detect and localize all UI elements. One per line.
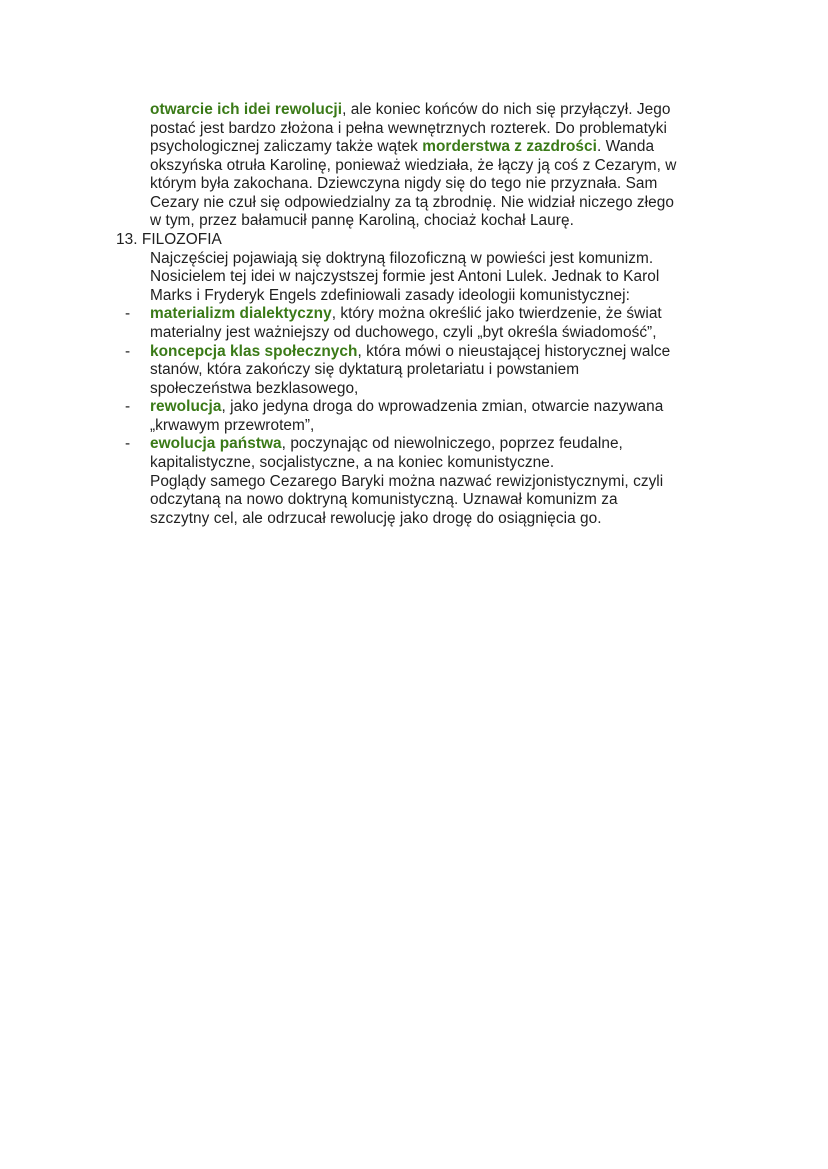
- text-run: , który można określić jako twierdzenie, że świat: [331, 305, 662, 322]
- text-run: , która mówi o nieustającej historycznej walce: [357, 343, 671, 360]
- bullet-marker: -: [125, 435, 131, 452]
- text-line: stanów, która zakończy się dyktaturą proletariatu i powstaniem: [150, 361, 580, 378]
- text-line: Nosicielem tej idei w najczystszej formie jest Antoni Lulek. Jednak to Karol: [150, 268, 660, 285]
- text-line: „krwawym przewrotem”,: [150, 417, 315, 434]
- highlighted-term: materializm dialektyczny: [150, 305, 332, 322]
- text-run: . Wanda: [596, 138, 655, 155]
- section-heading: 13. FILOZOFIA: [116, 231, 222, 248]
- list-item: [150, 435, 623, 453]
- text-run: , ale koniec końców do nich się przyłączył. Jego: [342, 101, 671, 118]
- highlighted-term: koncepcja klas społecznych: [150, 343, 358, 360]
- bullet-marker: -: [125, 343, 131, 360]
- text-line: Najczęściej pojawiają się doktryną filozoficzną w powieści jest komunizm.: [150, 250, 654, 267]
- bullet-marker: -: [125, 305, 131, 322]
- text-line: kapitalistyczne, socjalistyczne, a na koniec komunistyczne.: [150, 454, 555, 471]
- text-line: [150, 101, 670, 119]
- text-line: Cezary nie czuł się odpowiedzialny za tą zbrodnię. Nie widział niczego złego: [150, 194, 674, 211]
- text-line: którym była zakochana. Dziewczyna nigdy się do tego nie przyznała. Sam: [150, 175, 658, 192]
- highlighted-term: otwarcie ich idei rewolucji: [150, 101, 343, 118]
- text-line: materialny jest ważniejszy od duchowego, czyli „byt określa świadomość”,: [150, 324, 657, 341]
- list-item: [150, 305, 662, 323]
- highlighted-term: ewolucja państwa: [150, 435, 282, 452]
- bullet-marker: -: [125, 398, 131, 415]
- text-line: Marks i Fryderyk Engels zdefiniowali zasady ideologii komunistycznej:: [150, 287, 630, 304]
- text-line: w tym, przez bałamucił pannę Karoliną, chociaż kochał Laurę.: [150, 212, 574, 229]
- text-line: postać jest bardzo złożona i pełna wewnętrznych rozterek. Do problematyki: [150, 120, 667, 137]
- list-item: [150, 343, 670, 361]
- text-line: okszyńska otruła Karolinę, ponieważ wiedziała, że łączy ją coś z Cezarym, w: [150, 157, 677, 174]
- text-run: , poczynając od niewolniczego, poprzez feudalne,: [281, 435, 623, 452]
- text-line: społeczeństwa bezklasowego,: [150, 380, 359, 397]
- highlighted-term: morderstwa z zazdrości: [422, 138, 597, 155]
- text-line: [150, 138, 654, 156]
- text-run: , jako jedyna droga do wprowadzenia zmian, otwarcie nazywana: [221, 398, 664, 415]
- text-line: szczytny cel, ale odrzucał rewolucję jako drogę do osiągnięcia go.: [150, 510, 602, 527]
- text-run: psychologicznej zaliczamy także wątek: [150, 138, 423, 155]
- text-line: Poglądy samego Cezarego Baryki można nazwać rewizjonistycznymi, czyli: [150, 473, 664, 490]
- highlighted-term: rewolucja: [150, 398, 222, 415]
- list-item: [150, 398, 663, 416]
- text-line: odczytaną na nowo doktryną komunistyczną. Uznawał komunizm za: [150, 491, 618, 508]
